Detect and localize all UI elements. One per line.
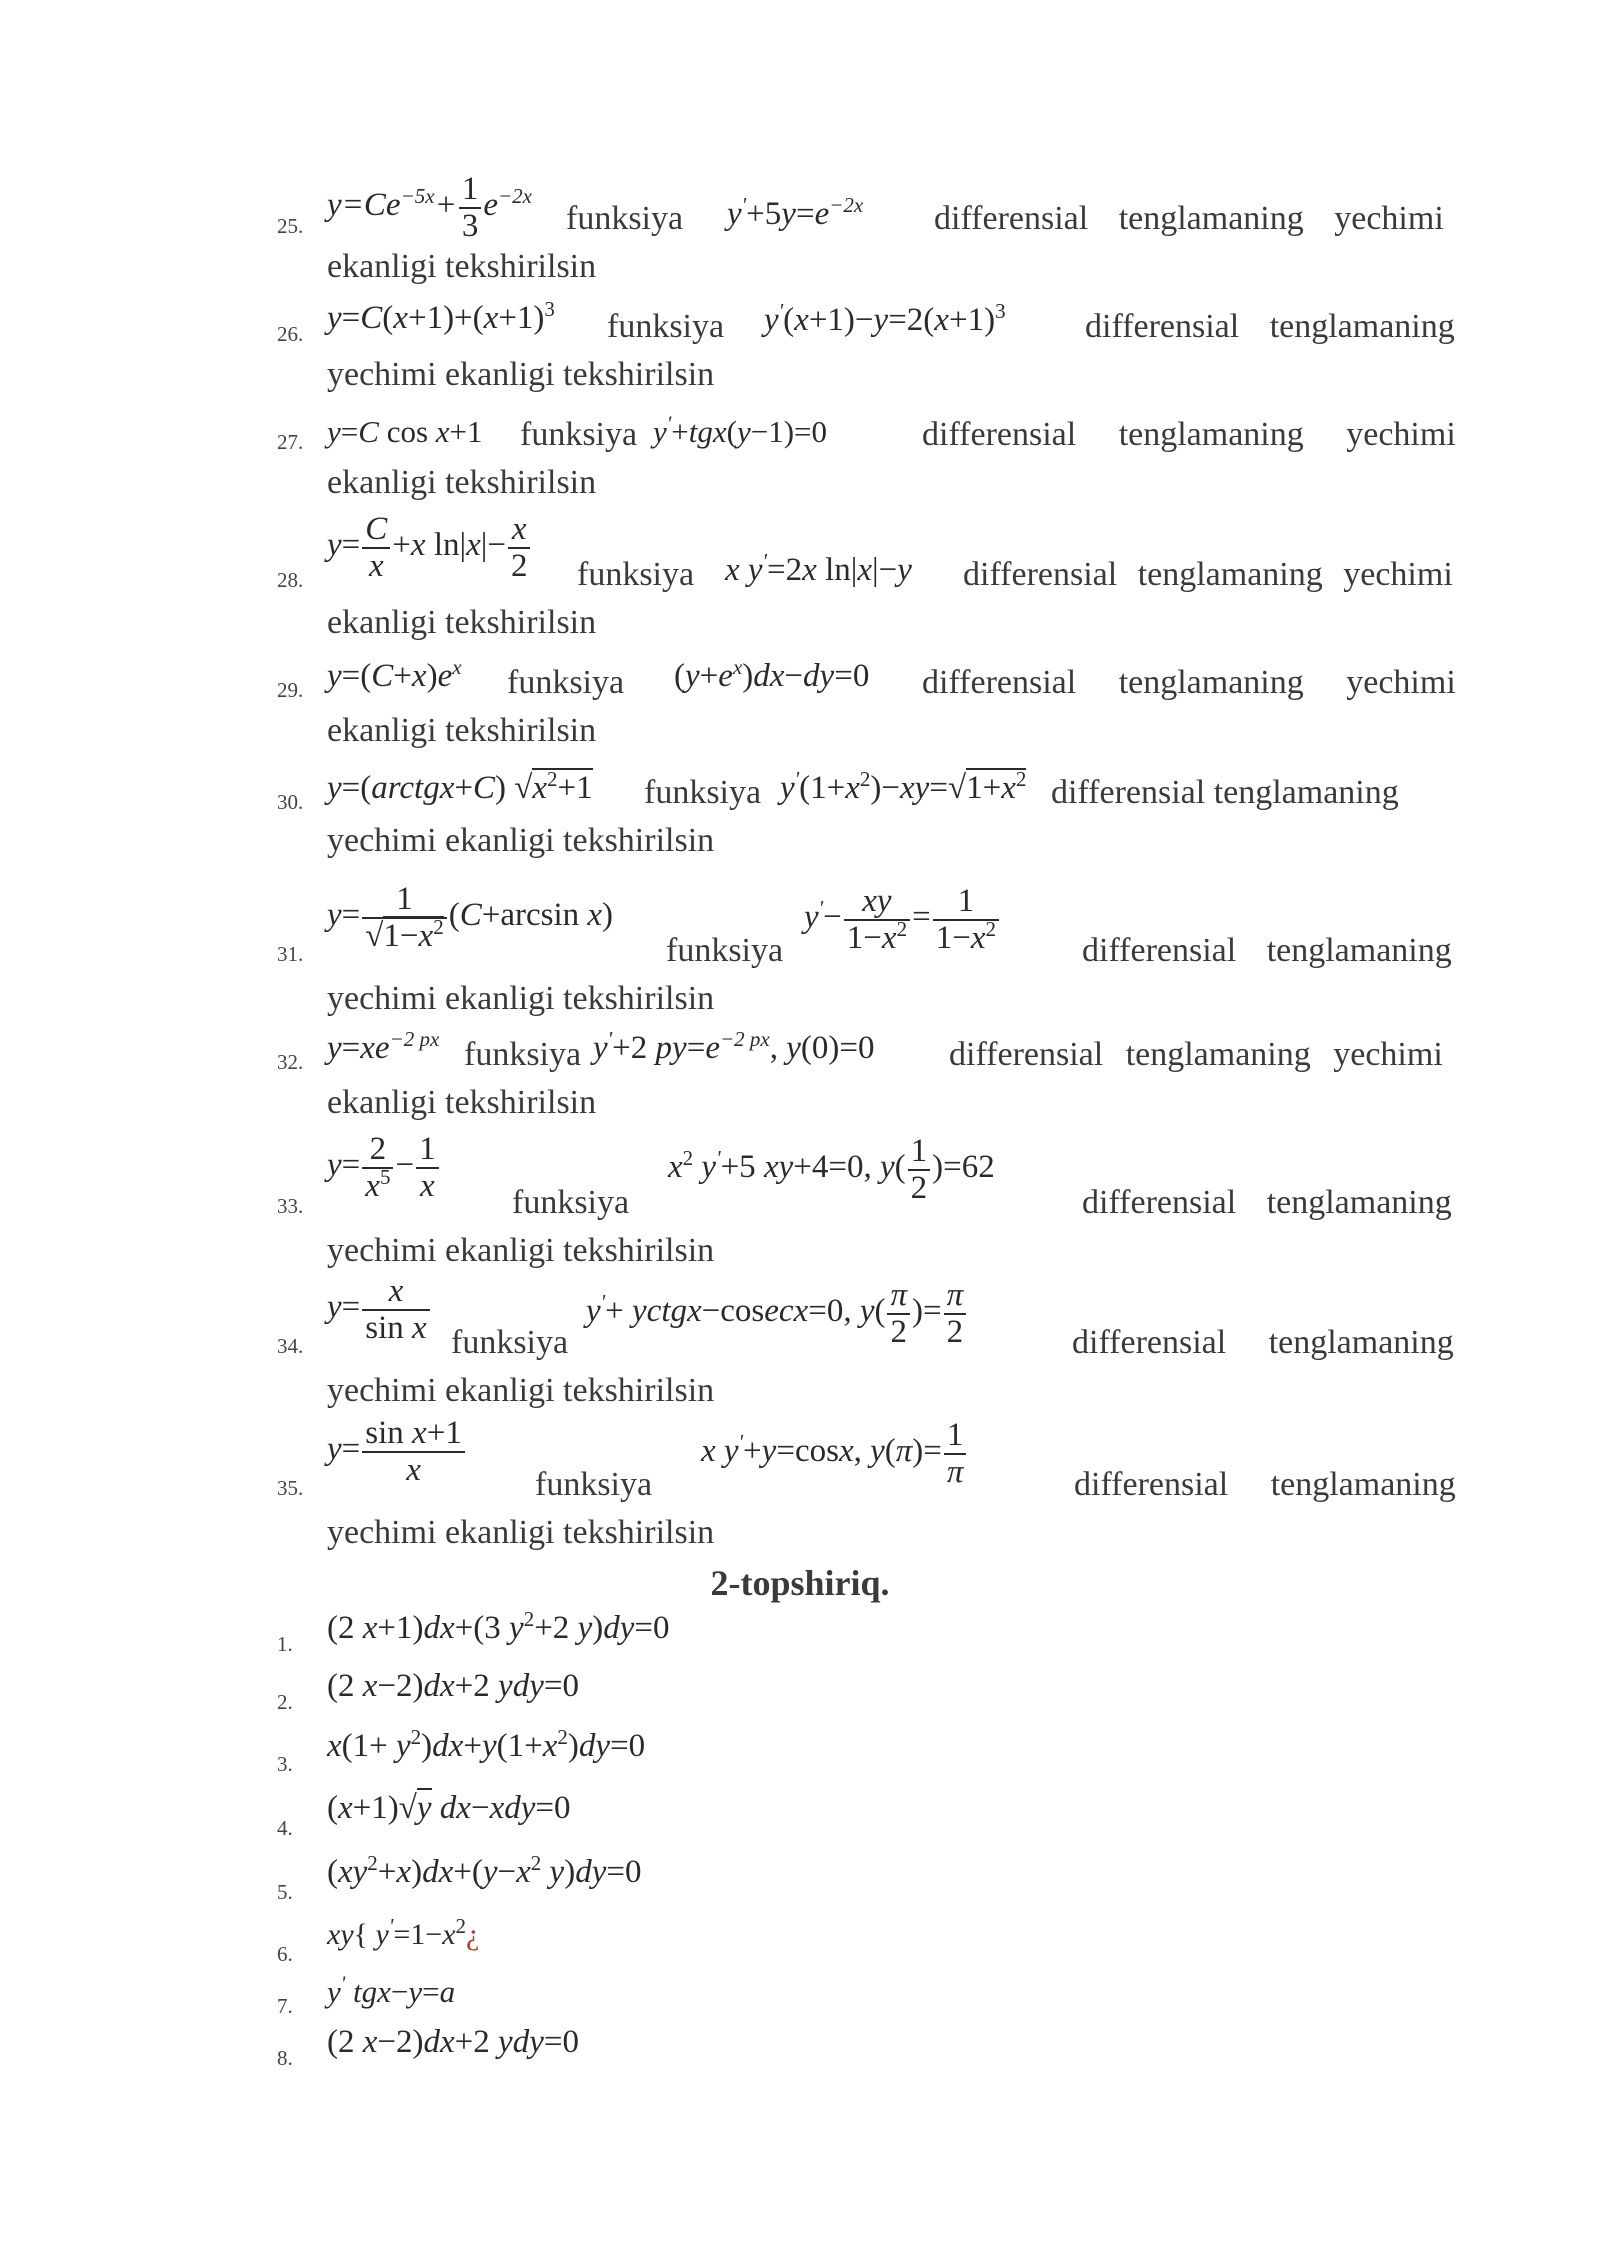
funksiya-word: funksiya [666,932,784,969]
exercise-4 [277,1790,1177,1840]
problem-26 [277,297,1512,410]
exercise-equation: (2 x+1)dx+(3 $y^2+2$ y)dy=0 [327,1607,670,1646]
differential-equation: x y'=2x ln|x|−y [725,549,912,588]
exercise-number: 7. [277,1994,293,2018]
differential-equation: y'+ yctgx−cosecx=0, y( $\frac{\pi}{2}$ )= $\frac{\pi}{2}$ [586,1278,968,1349]
problem-rest-text: differensial tenglamaning [1085,308,1455,345]
exercise-equation: (x+1)√y dx−xdy=0 [327,1790,571,1826]
funksiya-word: funksiya [520,416,638,453]
problem-rest-text: differensial tenglamaning [1074,1466,1456,1503]
exercise-equation: (2 x−2)dx+2 ydy=0 [327,2024,579,2060]
function-formula: y=C cos x+1 [327,414,483,449]
continuation-text: yechimi ekanligi tekshirilsin [327,980,715,1017]
problem-rest-text: differensial tenglamaning yechimi [949,1036,1443,1073]
function-formula: y= $\frac{C}{x}$ +x ln|x|− $\frac{x}{2}$ [327,512,532,583]
differential-equation: x y'+y=cosx, y(π)= $\frac{1}{\pi}$ [701,1418,968,1489]
exercise-equation: xy{ $y'=1-x^2¿$ [327,1914,480,1951]
exercise-number: 1. [277,1632,293,1656]
differential-equation: y'+tgx(y−1)=0 [653,411,828,449]
exercise-number: 6. [277,1942,293,1966]
funksiya-word: funksiya [566,200,684,237]
problem-number: 35. [277,1476,304,1500]
continuation-text: yechimi ekanligi tekshirilsin [327,1372,715,1409]
problem-number: 34. [277,1334,304,1358]
funksiya-word: funksiya [451,1324,569,1361]
function-formula: y= $\frac{1}{√1-x^2}$ (C+arcsin x) [327,881,614,954]
problem-number: 32. [277,1050,304,1074]
problem-rest-text: differensial tenglamaning yechimi [922,664,1456,701]
problem-number: 25. [277,214,304,238]
differential-equation: $y'(x+1)-y=2(x+1)^3$ [764,299,1006,338]
problem-30 [277,762,1512,882]
problem-rest-text: differensial tenglamaning yechimi [934,200,1444,237]
exercise-number: 3. [277,1752,293,1776]
differential-equation: y'+2 $py=e^{-2 px}$, y(0)=0 [593,1027,875,1066]
function-formula: y= $\frac{2}{x^5}$ − $\frac{1}{x}$ [327,1132,441,1203]
problem-number: 33. [277,1194,304,1218]
problem-number: 27. [277,430,304,454]
exercise-1 [277,1607,1177,1660]
function-formula: $y=(C+x)e^x$ [327,655,462,694]
differential-equation: $x^2$ y'+5 xy+4=0, y( $\frac{1}{2}$ )=62 [668,1133,995,1206]
exercise-number: 8. [277,2046,293,2070]
problem-34 [277,1272,1512,1422]
continuation-text: yechimi ekanligi tekshirilsin [327,356,715,393]
problem-rest-text: differensial tenglamaning [1051,774,1399,811]
continuation-text: yechimi ekanligi tekshirilsin [327,822,715,859]
exercise-equation: (2 x−2)dx+2 ydy=0 [327,1668,579,1704]
problem-rest-text: differensial tenglamaning [1082,1184,1452,1221]
function-formula: $y=xe^{-2 px}$ [327,1027,440,1066]
funksiya-word: funksiya [644,774,762,811]
continuation-text: ekanligi tekshirilsin [327,712,597,749]
problem-rest-text: differensial tenglamaning [1082,932,1452,969]
function-formula: y=(arctgx+C) $√x^2+1$ [327,767,593,806]
funksiya-word: funksiya [577,556,695,593]
problem-31 [277,878,1512,1028]
continuation-text: ekanligi tekshirilsin [327,1084,597,1121]
continuation-text: ekanligi tekshirilsin [327,248,597,285]
problem-32 [277,1024,1512,1134]
problem-29 [277,656,1512,766]
funksiya-word: funksiya [512,1184,630,1221]
differential-equation: $y'+5y=e^{-2x}$ [727,193,864,232]
problem-rest-text: differensial tenglamaning yechimi [963,556,1453,593]
section-heading: 2-topshiriq. [710,1563,890,1603]
problem-number: 29. [277,678,304,702]
exercise-number: 5. [277,1880,293,1904]
function-formula: y= $\frac{x}{\text{sin x}}$ [327,1274,432,1345]
problem-number: 30. [277,790,304,814]
problem-35 [277,1414,1512,1564]
exercise-3 [277,1725,1177,1778]
problem-28 [277,512,1512,652]
exercise-8 [277,2024,1177,2074]
funksiya-word: funksiya [535,1466,653,1503]
exercise-equation: $(xy^2+x)dx+(y-x^2$ y)dy=0 [327,1851,642,1890]
problem-rest-text: differensial tenglamaning yechimi [922,416,1456,453]
function-formula: $y=Ce^{-5x}+$ $\frac{1}{3}$ $e^{-2x}$ [327,171,533,244]
exercise-equation: $x(1+ y^2)dx+y(1+x^2)dy=0$ [327,1725,646,1764]
function-formula: y= $\frac{\text{sin x+1}}{x}$ [327,1416,467,1487]
problem-33 [277,1132,1512,1282]
function-formula: $y=C(x+1)+(x+1)^3$ [327,297,555,336]
continuation-text: ekanligi tekshirilsin [327,604,597,641]
problem-27 [277,408,1512,518]
funksiya-word: funksiya [507,664,625,701]
problem-number: 31. [277,942,304,966]
exercise-6 [277,1914,1177,1968]
exercise-7 [277,1971,1177,2024]
problem-number: 28. [277,568,304,592]
exercise-2 [277,1668,1177,1718]
problem-number: 26. [277,322,304,346]
exercise-number: 4. [277,1816,293,1840]
differential-equation: $y'(1+x^2)-xy=√1+x^2$ [780,767,1027,806]
differential-equation: y'− $\frac{xy}{1-x^2}$ = $\frac{1}{1-x^2}$ [804,884,1001,955]
differential-equation: $(y+e^x)dx-dy=0$ [674,655,870,694]
continuation-text: yechimi ekanligi tekshirilsin [327,1514,715,1551]
exercise-5 [277,1851,1177,1904]
exercise-number: 2. [277,1690,293,1714]
funksiya-word: funksiya [607,308,725,345]
exercise-equation: y' tgx−y=a [327,1971,456,2009]
continuation-text: ekanligi tekshirilsin [327,464,597,501]
continuation-text: yechimi ekanligi tekshirilsin [327,1232,715,1269]
funksiya-word: funksiya [464,1036,582,1073]
problem-rest-text: differensial tenglamaning [1072,1324,1454,1361]
problem-25 [277,160,1512,290]
